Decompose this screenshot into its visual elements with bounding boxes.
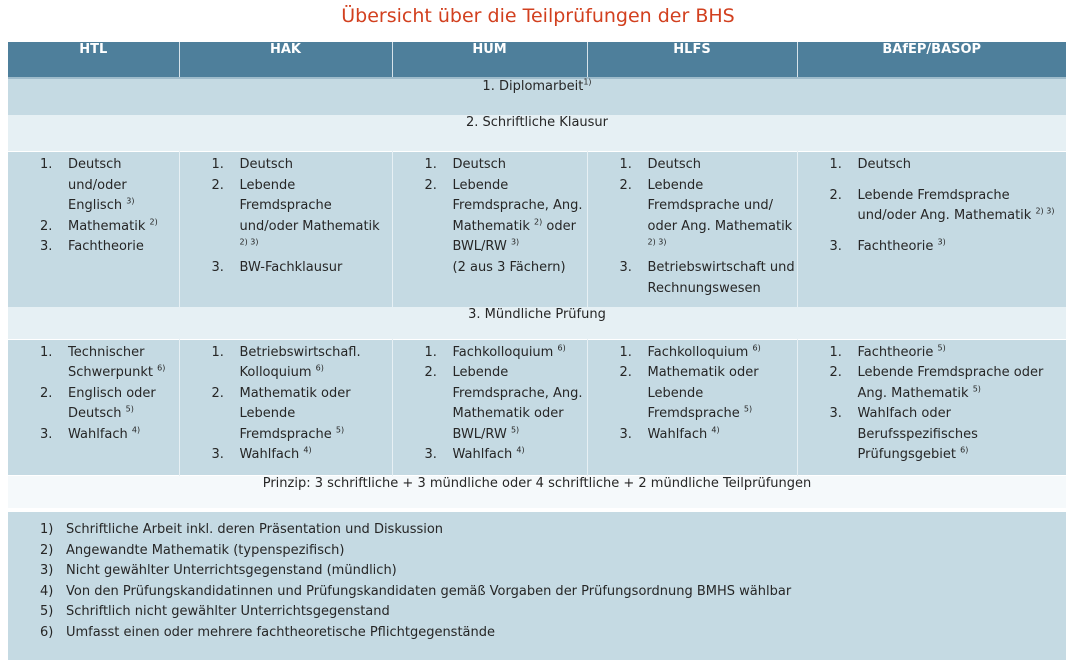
oral-cell-htl (8, 339, 179, 475)
page-title: Übersicht über die Teilprüfungen der BHS (341, 5, 735, 27)
section1-text: 1. Diplomarbeit (482, 79, 584, 94)
footnote-ref: 2) 3) (239, 238, 259, 248)
item-text (453, 176, 587, 279)
footnote-ref: 6) (752, 343, 761, 353)
item-number: 1. (211, 157, 224, 172)
item-text (240, 445, 392, 466)
written-item (212, 176, 392, 258)
written-item (40, 237, 179, 258)
prinzip-row (8, 475, 1066, 508)
footnotes-list (8, 520, 1066, 644)
item-label: Lebende Fremdsprache, Ang. Mathematik oder BWL/RW (452, 365, 583, 442)
written-list (798, 152, 1067, 257)
footnote-number: 6) (40, 624, 54, 640)
item-text (858, 155, 1067, 176)
written-list (8, 152, 179, 258)
item-text (648, 363, 797, 425)
oral-item (830, 404, 1067, 466)
item-text (648, 155, 797, 176)
footnote-item (40, 520, 1066, 541)
item-text (240, 176, 392, 258)
section-row-diplomarbeit (8, 78, 1066, 115)
oral-cell-hak (179, 339, 392, 475)
oral-list (180, 340, 392, 467)
item-label: Lebende Fremdsprache und/ oder Ang. Mathematik (647, 177, 793, 234)
item-note: (2 aus 3 Fächern) (452, 259, 566, 275)
footnote-ref: 4) (516, 446, 525, 456)
header-row (8, 42, 1066, 78)
written-item (830, 155, 1067, 176)
item-label: Deutsch (239, 157, 294, 172)
footnote-ref: 5) (743, 404, 753, 414)
item-text (453, 363, 587, 445)
item-number: 2. (619, 365, 632, 381)
oral-item (40, 425, 179, 446)
item-label: Englisch oder Deutsch (68, 385, 156, 422)
item-label: Betriebswirtschafl. Kolloquium (239, 344, 361, 381)
item-text (648, 176, 797, 258)
footnote-ref: 6) (315, 363, 324, 373)
oral-item (620, 363, 797, 425)
item-label-cont: oder BWL/RW (452, 218, 576, 255)
oral-item (212, 445, 392, 466)
written-item (620, 176, 797, 258)
oral-item (425, 343, 587, 364)
item-number: 3. (211, 259, 224, 275)
item-label: Deutsch (857, 157, 912, 172)
item-number: 2. (829, 365, 842, 381)
item-text (453, 343, 587, 364)
section1-sup: 1) (583, 77, 592, 87)
item-number: 3. (829, 238, 842, 254)
written-item (212, 155, 392, 176)
item-number: 1. (40, 344, 53, 360)
footnote-ref: 4) (711, 425, 720, 435)
item-label: Wahlfach (68, 426, 128, 442)
footnote-text: Angewandte Mathematik (typenspezifisch) (66, 542, 345, 558)
item-text (648, 258, 797, 299)
item-text (68, 155, 179, 217)
footnote-ref: 2) (534, 217, 543, 227)
column-header-bafep-basop: BAfEP/BASOP (797, 42, 1066, 78)
oral-item (40, 343, 179, 384)
item-text (648, 343, 797, 364)
written-item (212, 258, 392, 279)
item-label: Lebende Fremdsprache oder Ang. Mathematik (857, 365, 1044, 401)
item-text (68, 425, 179, 446)
footnote-ref: 5) (972, 384, 981, 394)
item-label: Fachkolloquium (647, 344, 749, 360)
written-item (425, 176, 587, 279)
item-number: 2. (829, 187, 842, 203)
oral-cell-bafep-basop (797, 339, 1066, 475)
item-text (240, 384, 392, 446)
item-text (858, 404, 1067, 466)
oral-item (830, 363, 1067, 404)
item-label: Lebende Fremdsprache, Ang. Mathematik (452, 177, 583, 234)
oral-list (798, 340, 1067, 467)
item-number: 2. (40, 385, 53, 401)
oral-list (8, 340, 179, 446)
item-label: Mathematik oder Lebende Fremdsprache (647, 365, 759, 422)
footnote-ref: 5) (335, 425, 345, 435)
footnotes-panel (8, 512, 1066, 660)
footnote-item (40, 582, 1066, 603)
item-number: 3. (619, 426, 632, 442)
item-label: Wahlfach (239, 447, 300, 463)
oral-exams-row (8, 339, 1066, 475)
item-number: 2. (211, 385, 224, 401)
footnote-ref: 4) (303, 446, 312, 456)
footnote-number: 3) (40, 563, 54, 579)
oral-item (620, 425, 797, 446)
footnote-ref: 3) (937, 237, 946, 247)
column-header-hak: HAK (179, 42, 392, 78)
footnote-item (40, 561, 1066, 582)
footnote-item (40, 602, 1066, 623)
item-label: Lebende Fremdsprache und/oder Mathematik (239, 177, 380, 234)
oral-item (425, 445, 587, 466)
item-text (858, 343, 1067, 364)
item-label: BW-Fachklausur (239, 259, 343, 275)
oral-item (212, 343, 392, 384)
footnote-ref: 5) (125, 404, 134, 414)
footnote-ref: 6) (557, 343, 566, 353)
written-item (620, 258, 797, 299)
item-text (858, 363, 1067, 404)
item-label: Fachtheorie (68, 239, 144, 255)
footnote-text: Schriftlich nicht gewählter Unterrichtsgegenstand (66, 604, 390, 620)
item-number: 1. (829, 344, 842, 360)
oral-item (830, 343, 1067, 364)
item-label: Lebende Fremdsprache und/oder Ang. Mathematik (857, 187, 1032, 224)
written-item (830, 237, 1067, 258)
item-label: Deutsch (452, 157, 507, 172)
item-text (68, 343, 179, 384)
item-number: 3. (40, 239, 53, 255)
item-label: Fachtheorie (857, 238, 934, 254)
footnote-number: 4) (40, 583, 54, 599)
item-label: Deutsch (647, 157, 702, 172)
item-label: Mathematik (68, 218, 146, 234)
item-label: Mathematik oder Lebende Fremdsprache (239, 385, 351, 442)
item-number: 2. (424, 365, 437, 381)
written-item (830, 186, 1067, 227)
item-label: Technischer Schwerpunkt (68, 344, 153, 381)
item-label: Deutsch und/oder Englisch (68, 157, 127, 214)
item-number: 3. (40, 426, 53, 442)
written-item (425, 155, 587, 176)
section-row-schriftlich (8, 115, 1066, 152)
item-number: 2. (619, 177, 632, 193)
footnote-ref: 4) (131, 425, 141, 435)
footnote-ref: 3) (510, 238, 520, 248)
item-number: 1. (424, 157, 437, 172)
item-text (68, 237, 179, 258)
item-number: 3. (829, 406, 842, 422)
item-text (240, 343, 392, 384)
footnote-item (40, 541, 1066, 562)
oral-item (212, 384, 392, 446)
item-text (453, 155, 587, 176)
written-cell-hlfs (587, 152, 797, 307)
section-label-muendlich: 3. Mündliche Prüfung (8, 307, 1066, 340)
item-text (240, 258, 392, 279)
written-exams-row (8, 152, 1066, 307)
oral-item (40, 384, 179, 425)
item-label: Wahlfach (647, 426, 708, 442)
item-number: 1. (619, 157, 632, 172)
footnote-ref: 5) (937, 343, 946, 353)
item-number: 1. (40, 157, 53, 172)
item-number: 2. (424, 177, 437, 193)
written-cell-bafep-basop (797, 152, 1066, 307)
item-number: 3. (619, 259, 632, 275)
footnote-ref: 2) 3) (1035, 206, 1055, 216)
footnote-ref: 5) (510, 425, 520, 435)
written-item (40, 217, 179, 238)
written-cell-hum (392, 152, 587, 307)
footnote-number: 5) (40, 604, 54, 620)
footnote-item (40, 623, 1066, 644)
section-row-muendlich (8, 307, 1066, 340)
bhs-exam-table (8, 42, 1066, 508)
written-item (620, 155, 797, 176)
item-label: Fachtheorie (857, 344, 934, 360)
footnote-text: Schriftliche Arbeit inkl. deren Präsentation und Diskussion (66, 522, 444, 537)
oral-cell-hlfs (587, 339, 797, 475)
written-cell-htl (8, 152, 179, 307)
footnote-ref: 2) 3) (647, 238, 667, 248)
footnote-ref: 2) (149, 217, 158, 227)
written-cell-hak (179, 152, 392, 307)
item-text (453, 445, 587, 466)
item-label: Fachkolloquium (452, 344, 554, 360)
footnote-ref: 6) (157, 363, 166, 373)
item-text (68, 217, 179, 238)
item-text (648, 425, 797, 446)
item-number: 1. (211, 344, 224, 360)
column-header-hum: HUM (392, 42, 587, 78)
item-label: Wahlfach (452, 447, 513, 463)
section-label-schriftlich: 2. Schriftliche Klausur (8, 115, 1066, 152)
written-list (393, 152, 587, 279)
column-header-htl: HTL (8, 42, 179, 78)
section-label-diplomarbeit (8, 78, 1066, 115)
item-number: 3. (424, 447, 437, 463)
footnote-text: Umfasst einen oder mehrere fachtheoretische Pflichtgegenstände (66, 624, 496, 640)
oral-list (393, 340, 587, 467)
item-text (858, 186, 1067, 227)
oral-item (425, 363, 587, 445)
column-header-hlfs: HLFS (587, 42, 797, 78)
item-text (240, 155, 392, 176)
oral-item (620, 343, 797, 364)
item-label: Wahlfach oder Berufsspezifisches Prüfungsgebiet (857, 406, 978, 463)
written-list (180, 152, 392, 279)
item-label: Betriebswirtschaft und Rechnungswesen (647, 259, 795, 296)
item-number: 1. (829, 157, 842, 172)
item-number: 2. (211, 177, 224, 193)
item-number: 1. (424, 344, 437, 360)
footnote-text: Von den Prüfungskandidatinnen und Prüfungskandidaten gemäß Vorgaben der Prüfungsordnung BMHS wählbar (66, 583, 792, 599)
prinzip-text: Prinzip: 3 schriftliche + 3 mündliche oder 4 schriftliche + 2 mündliche Teilprüfungen (8, 475, 1066, 508)
item-number: 1. (619, 344, 632, 360)
written-list (588, 152, 797, 299)
written-item (40, 155, 179, 217)
item-text (858, 237, 1067, 258)
item-number: 2. (40, 218, 53, 234)
item-number: 3. (211, 447, 224, 463)
item-text (68, 384, 179, 425)
footnote-ref: 3) (126, 196, 135, 206)
footnote-number: 2) (40, 542, 54, 558)
oral-cell-hum (392, 339, 587, 475)
oral-list (588, 340, 797, 446)
footnote-text: Nicht gewählter Unterrichtsgegenstand (mündlich) (66, 563, 397, 579)
footnote-ref: 6) (960, 446, 969, 456)
footnote-number: 1) (40, 522, 54, 537)
